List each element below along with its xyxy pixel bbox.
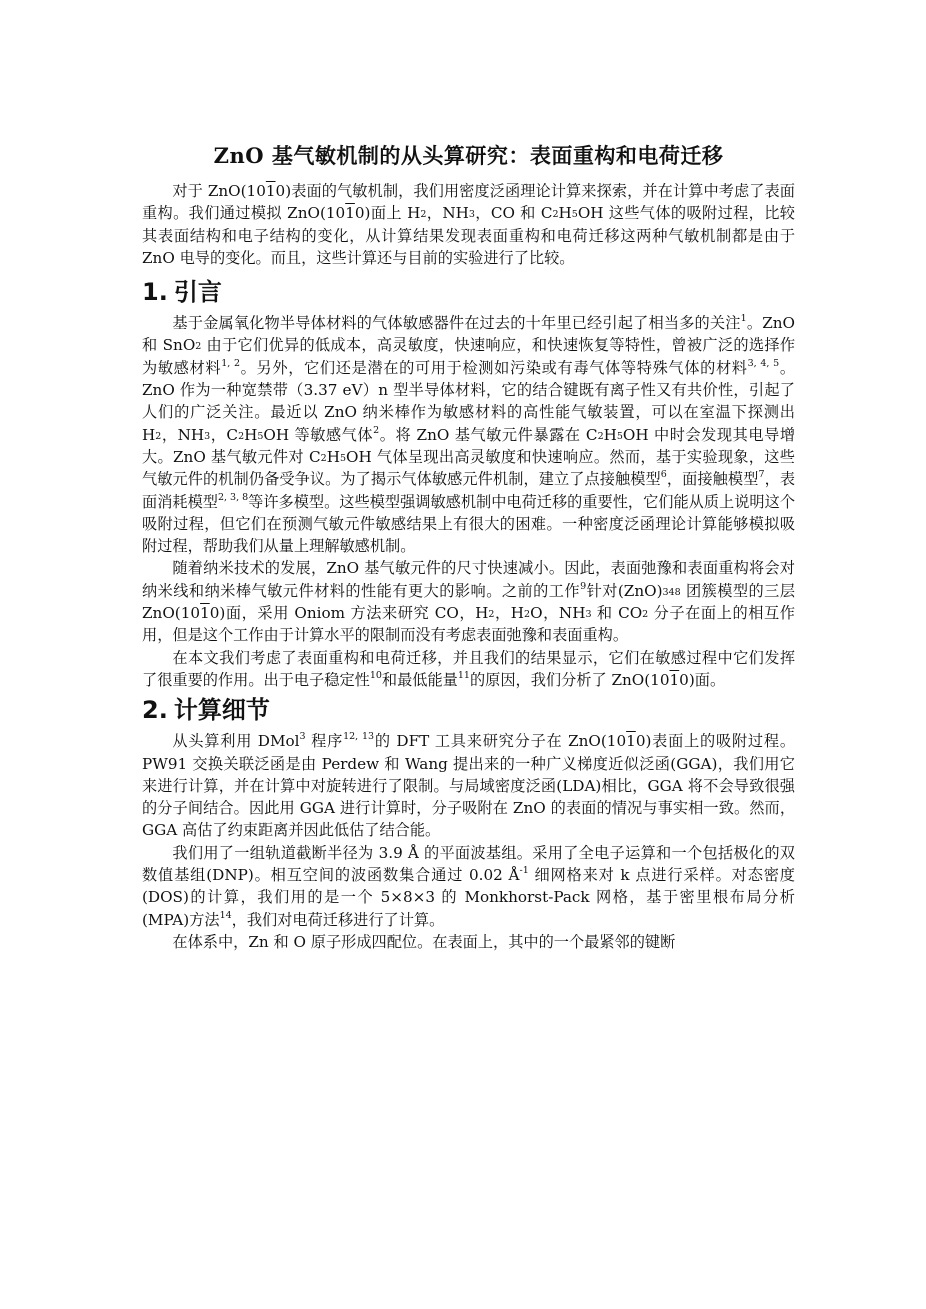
paper-title: ZnO 基气敏机制的从头算研究：表面重构和电荷迁移 [213, 143, 724, 168]
text-run: H [326, 447, 340, 466]
text-run: 在本文我们考虑了表面重构和电荷迁移，并且我们的结果显示，它们在敏感过程中它们发挥了很重要的作用。出于电子稳定性 [142, 648, 795, 689]
subscript: 2 [524, 609, 531, 621]
subscript: 5 [257, 430, 264, 442]
text-run: 程序 [305, 732, 344, 751]
citation: 9 [580, 580, 587, 592]
section-number: 2. [142, 696, 168, 725]
text-run: OH 中时会发现其电导增大。ZnO 基气敏元件对 C [142, 425, 796, 466]
subscript: 2 [597, 430, 604, 442]
subscript: 3 [585, 609, 592, 621]
text-run: 基于金属氧化物半导体材料的气体敏感器件在过去的十年里已经引起了相当多的关注 [172, 314, 741, 333]
text-run: ，CO 和 C [474, 204, 553, 223]
text-run: OH 等敏感气体 [263, 425, 374, 444]
citation: 1 [740, 313, 747, 325]
section-heading-computational-details [142, 695, 795, 725]
text-run: 和最低能量 [381, 670, 458, 689]
text-run: 。将 ZnO 基气敏元件暴露在 C [379, 425, 598, 444]
citation: 10 [369, 669, 382, 681]
body-paragraph [142, 730, 795, 841]
citation: 3 [299, 731, 306, 743]
text-run: ，我们对电荷迁移进行了计算。 [231, 910, 445, 929]
text-run: OH 气体呈现出高灵敏度和快速响应。然而，基于实验现象，这些气敏元件的机制仍备受争议。为了揭示气体敏感元件机制，建立了点接触模型 [142, 447, 795, 489]
subscript: 2 [320, 452, 327, 464]
citation: 12, 13 [343, 731, 375, 743]
superscript: -1 [519, 865, 529, 877]
section-title: 引言 [173, 278, 222, 307]
text-run: 。另外，它们还是潜在的可用于检测如污染或有毒气体等特殊气体的材料 [240, 358, 748, 377]
text-run: 由于它们优异的低成本，高灵敏度，快速响应，和快速恢复等特性，曾被广泛的选择作为敏感材料 [142, 336, 796, 377]
text-run: 细网格来对 k 点进行采样。对态密度(DOS)的计算，我们用的是一个 5×8×3 的 Monkhorst-Pack 网格，基于密里根布局分析(MPA)方法 [142, 866, 795, 929]
text-run: ，H [494, 604, 525, 623]
body-paragraph [142, 842, 795, 931]
text-run: ，NH [426, 204, 469, 223]
text-run: 。ZnO 和 SnO [142, 314, 796, 355]
text-run: ，NH [161, 425, 205, 444]
overbar-digit: 1 [669, 670, 680, 689]
subscript: 2 [238, 430, 245, 442]
text-run: H [558, 204, 572, 223]
text-run: 0)表面上的吸附过程。PW91 交换关联泛函是由 Perdew 和 Wang 提出来的一种广义梯度近似泛函(GGA)，我们用它来进行计算，并在计算中对旋转进行了限制。与局域密度泛函(LDA)相比，GGA 将不会导致很强的分子间结合。因此用 GGA 进行计算时，分子吸附在 ZnO 的表面的情况与事实相一致。然而，GGA 高估了约束距离并因此低估了结合能。 [142, 732, 796, 840]
text-run: 对于 ZnO(10 [172, 182, 266, 200]
subscript: 2 [420, 209, 427, 221]
paper-page [142, 140, 795, 953]
citation: 14 [219, 909, 232, 921]
text-run: 和 CO [591, 604, 643, 623]
section-title: 计算细节 [173, 696, 270, 725]
text-run: 的原因，我们分析了 ZnO(10 [469, 670, 670, 689]
subscript: 5 [339, 452, 347, 464]
subscript: 5 [571, 209, 578, 221]
text-run: 0)面上 H [354, 204, 421, 223]
text-run: 我们用了一组轨道截断半径为 3.9 Å 的平面波基组。采用了全电子运算和一个包括极化的双数值基组(DNP)。相互空间的波函数集合通过 0.02 Å [142, 843, 795, 885]
subscript: 348 [662, 586, 681, 598]
citation: 2, 3, 8 [217, 491, 249, 503]
subscript: 2 [195, 341, 202, 353]
subscript: 2 [155, 430, 162, 442]
text-run: 针对(ZnO) [586, 581, 663, 600]
citation: 7 [758, 469, 765, 481]
citation: 3, 4, 5 [747, 357, 780, 369]
text-run: ，C [210, 425, 239, 444]
text-run: O，NH [530, 604, 586, 623]
text-run: 0)面。 [679, 670, 726, 689]
citation: 2 [373, 424, 380, 436]
body-paragraph [142, 647, 795, 692]
body-paragraph [142, 557, 795, 646]
text-run: 0)表面的气敏机制，我们用密度泛函理论计算来探索，并在计算中考虑了表面重构。我们通过模拟 ZnO(10 [142, 182, 795, 223]
text-run: OH 这些气体的吸附过程，比较其表面结构和电子结构的变化，从计算结果发现表面重构和电荷迁移这两种气敏机制都是由于 ZnO 电导的变化。而且，这些计算还与目前的实验进行了比较。 [142, 204, 795, 267]
abstract-paragraph [142, 180, 795, 269]
subscript: 2 [642, 609, 649, 621]
subscript: 5 [616, 430, 623, 442]
text-run: ，面接触模型 [666, 470, 759, 489]
citation: 6 [660, 469, 667, 481]
text-run: 等许多模型。这些模型强调敏感机制中电荷迁移的重要性，它们能从质上说明这个吸附过程，但它们在预测气敏元件敏感结果上有很大的困难。一种密度泛函理论计算能够模拟吸附过程，帮助我们从量上理解敏感机制。 [142, 492, 796, 556]
overbar-digit: 1 [626, 732, 636, 751]
text-run: 在体系中，Zn 和 O 原子形成四配位。在表面上，其中的一个最紧邻的键断 [172, 932, 676, 951]
text-run: H [603, 425, 617, 444]
text-run: 。ZnO 作为一种宽禁带（3.37 eV）n 型半导体材料，它的结合键既有离子性又有共价性，引起了人们的广泛关注。最近以 ZnO 纳米棒作为敏感材料的高性能气敏装置，可以在室温下探测出 H [142, 358, 796, 444]
overbar-digit: 1 [265, 182, 276, 200]
overbar-digit: 1 [200, 604, 210, 623]
subscript: 2 [552, 209, 559, 221]
subscript: 3 [204, 430, 211, 442]
section-number: 1. [142, 278, 168, 307]
text-run: 团簇模型的三层 ZnO(10 [142, 581, 796, 623]
body-paragraph [142, 312, 795, 557]
citation: 1, 2 [221, 357, 241, 369]
section-heading-introduction [142, 277, 795, 307]
overbar-digit: 1 [345, 204, 355, 223]
subscript: 2 [488, 609, 495, 621]
citation: 11 [457, 669, 470, 681]
text-run: 从头算利用 DMol [172, 732, 300, 751]
text-run: 的 DFT 工具来研究分子在 ZnO(10 [374, 732, 627, 751]
text-run: 0)面，采用 Oniom 方法来研究 CO，H [209, 604, 489, 623]
subscript: 3 [468, 209, 475, 221]
text-run: ，表面消耗模型 [142, 470, 796, 511]
text-run: 随着纳米技术的发展，ZnO 基气敏元件的尺寸快速减小。因此，表面弛豫和表面重构将会对纳米线和纳米棒气敏元件材料的性能有更大的影响。之前的工作 [142, 559, 795, 600]
text-run: H [244, 425, 258, 444]
body-paragraph [142, 931, 795, 953]
text-run: 分子在面上的相互作用，但是这个工作由于计算水平的限制而没有考虑表面弛豫和表面重构。 [142, 604, 795, 645]
